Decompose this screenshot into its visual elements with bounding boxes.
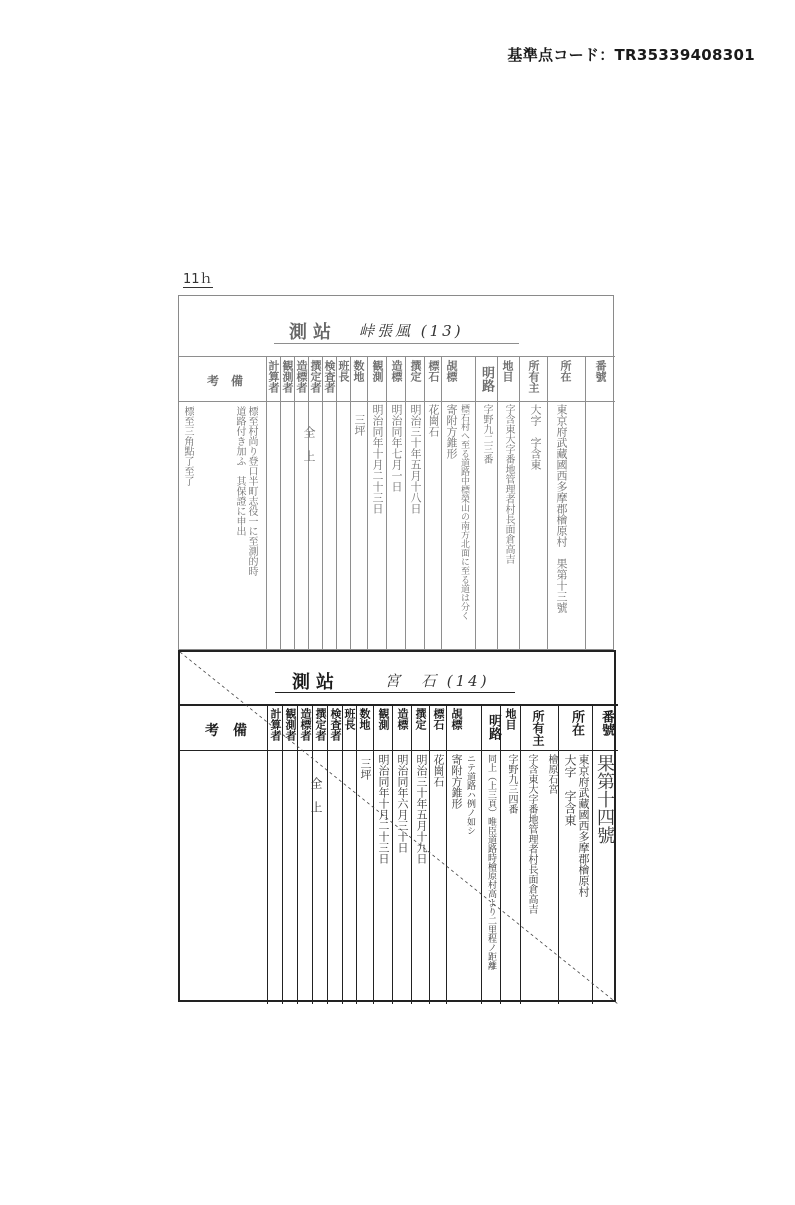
header-location: 所在 [559, 360, 572, 382]
header-construction: 造標 [390, 360, 403, 382]
header-top-line [179, 356, 615, 357]
number-value: 東京府武藏國西多摩郡檜原村 果第十三號 [555, 404, 568, 613]
header-owner: 所有主 [531, 710, 545, 746]
header-inspector: 検査者 [329, 708, 342, 741]
col-line [322, 356, 323, 651]
header-construction: 造標 [396, 708, 409, 730]
remarks-note-2: 標至村尚り登口半町志役一に至測的時 [246, 406, 257, 576]
header-selection: 撰定 [409, 360, 422, 382]
col-line [280, 356, 281, 651]
col-line [441, 356, 442, 651]
col-line [547, 356, 548, 651]
stone-type: 花崗石 [432, 754, 445, 787]
col-line [367, 356, 368, 651]
col-line [350, 356, 351, 651]
selection-date: 明治三十年五月十八日 [409, 404, 422, 514]
header-stone: 標石 [427, 360, 440, 382]
col-line [294, 356, 295, 651]
col-line [475, 356, 476, 651]
title-underline [274, 343, 519, 344]
location-value: 大字 字含東 [563, 754, 577, 826]
col-line [386, 356, 387, 651]
station-name: 峠張風 (13) [359, 322, 464, 340]
header-selector: 撰定者 [314, 708, 327, 741]
point-code: 基準点コード：TR35339408301 [507, 46, 755, 64]
header-selector: 撰定者 [309, 360, 322, 393]
header-chief: 班長 [337, 360, 350, 382]
header-signal: 覘標 [450, 708, 463, 730]
area-value: 三坪 [359, 758, 372, 780]
header-observer: 観測者 [284, 708, 297, 741]
remarks-note-1: 標至三角點了至了 [182, 406, 193, 486]
observation-date: 明治同年十月二十三日 [371, 404, 384, 514]
persons-same-as-above: 全 上 [309, 777, 323, 813]
header-calculator: 計算者 [267, 360, 280, 393]
header-stone: 標石 [432, 708, 445, 730]
persons-same-as-above: 全 上 [302, 426, 316, 462]
page-mark: 11ｈ [183, 268, 213, 288]
signal-type: 寄附方錐形 [450, 754, 463, 809]
header-calculator: 計算者 [269, 708, 282, 741]
header-observation: 観測 [377, 708, 390, 730]
survey-form-14 [178, 650, 616, 1002]
station-name: 宮 石 (14) [385, 672, 490, 690]
header-builder: 造標者 [295, 360, 308, 393]
signal-type: 寄附方錐形 [445, 404, 458, 459]
number-value: 果第十四號 [594, 754, 615, 844]
form-title: 測站 [289, 322, 337, 343]
col-line [266, 356, 267, 651]
header-location: 所在 [569, 710, 584, 736]
header-observer: 観測者 [281, 360, 294, 393]
header-observation: 観測 [371, 360, 384, 382]
number-prefecture: 東京府武藏國西多摩郡檜原村 [577, 754, 590, 897]
header-area: 数地 [358, 708, 371, 730]
stone-type: 花崗石 [427, 404, 440, 437]
survey-form-13 [178, 295, 614, 650]
header-selection: 撰定 [414, 708, 427, 730]
header-land-category: 地目 [504, 708, 517, 730]
route-description: 標石村へ至る道路中標榮山の南方北面に至る道は分く [459, 404, 469, 620]
col-line [405, 356, 406, 651]
header-owner: 所有主 [527, 360, 540, 393]
diagonal-strike-line [180, 652, 618, 1004]
owner-value: 字含東大字番地管理者村長面倉高吉 [526, 754, 537, 914]
col-line [308, 356, 309, 651]
remarks-note-3: 道路付き加ふ 其保證に申出 [234, 406, 245, 536]
header-signal: 覘標 [445, 360, 458, 382]
form-title: 測站 [292, 672, 340, 693]
route-description-b: 同上（上三頁）唯臣道路時檜原村高より二里程ノ距離 [486, 754, 496, 970]
col-line [497, 356, 498, 651]
location-note: 檜原石宮 [546, 754, 557, 794]
construction-date: 明治同年七月一日 [390, 404, 403, 492]
land-category-value: 字野九三四番 [506, 754, 517, 814]
land-category-value: 字野九二三番 [481, 404, 492, 464]
owner-value: 字含東大字番地管理者村長面倉高吉 [503, 404, 514, 564]
header-remarks: 考 備 [205, 723, 247, 739]
header-builder: 造標者 [299, 708, 312, 741]
col-line [424, 356, 425, 651]
header-chief: 班長 [343, 708, 356, 730]
selection-date: 明治三十年五月十九日 [415, 754, 428, 864]
col-line [336, 356, 337, 651]
header-remarks: 考 備 [206, 374, 243, 388]
header-bottom-line [179, 401, 615, 402]
observation-date: 明治同年十月二十三日 [377, 754, 390, 864]
header-route: 明路 [486, 714, 501, 740]
area-value: 三坪 [353, 414, 366, 436]
header-inspector: 検査者 [323, 360, 336, 393]
construction-date: 明治同年六月三十日 [396, 754, 409, 853]
header-number: 番號 [599, 710, 614, 736]
header-land-category: 地目 [501, 360, 514, 382]
header-area: 数地 [352, 360, 365, 382]
col-line [519, 356, 520, 651]
header-number: 番號 [594, 360, 607, 382]
route-description-a: ニテ道路ハ例ノ如シ [465, 754, 475, 835]
location-value: 大字 字含東 [529, 404, 542, 470]
header-route: 明路 [479, 366, 494, 392]
col-line [585, 356, 586, 651]
